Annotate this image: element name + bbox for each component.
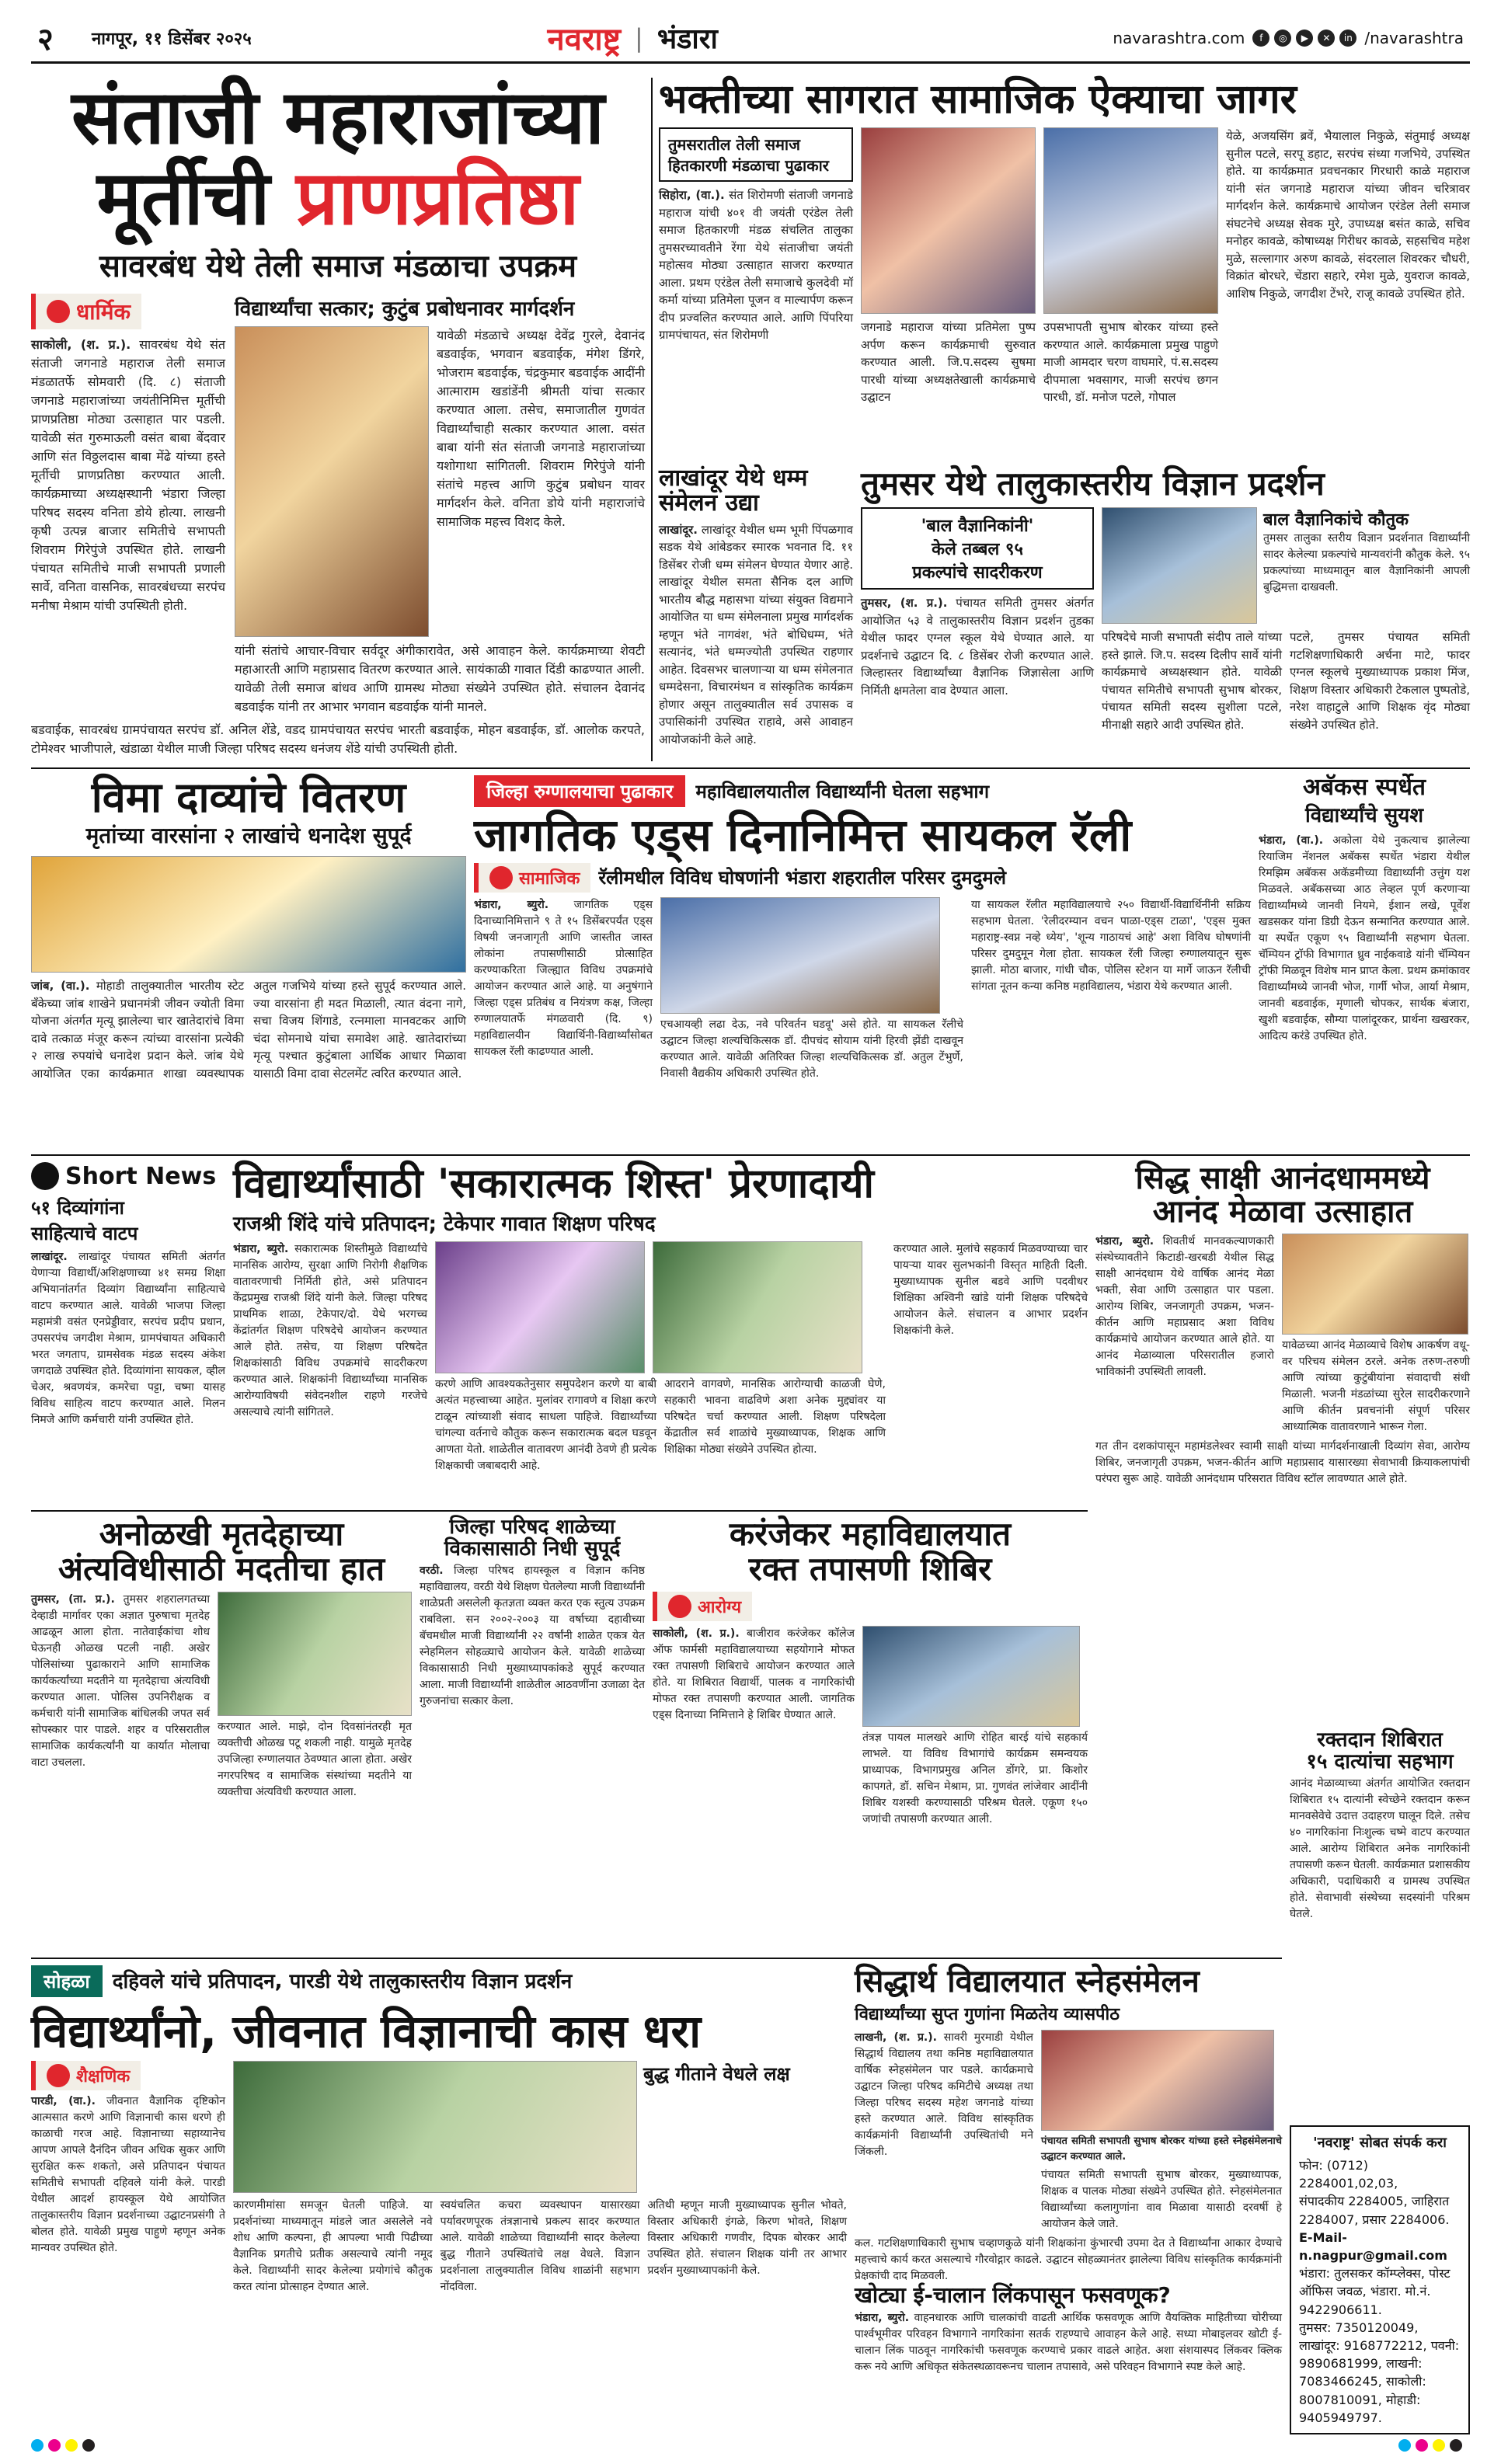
social-handle[interactable]: /navarashtra [1364, 28, 1464, 47]
short-body: लाखांदूर. लाखांदूर पंचायत समिती अंतर्गत येणाऱ्या विद्यार्थी/अशिक्षणाच्या ४१ समग्र शिक्षा अभियानांतर्गत दिव्यांग विद्यार्थ्यांना साहित्याचे वाटप करण्यात आले. यावेळी भाजपा जिल्हा महामंत्री वसंत एनप्रेड्डीवार, सरपंच प्रदीप प्रधान, उपसरपंच जगदीश मेश्राम, ग्रामपंचायत अधिकारी भरत जगताप, ग्रामसेवक मंडळ सदस्य अंकेश जगदाळे उपस्थित होते. दिव्यांगांना सायकल, व्हील चेअर, श्रवणयंत्र, कमरेचा पट्टा, चष्मा यासह विविध साहित्य वाटप करण्यात आले. मिलन निमजे आणि कर्मचारी यांनी उपस्थित होते. [31, 1251, 225, 1426]
headline: जिल्हा परिषद शाळेच्या [449, 1516, 615, 1539]
headline: विद्यार्थ्यांनो, जीवनात विज्ञानाची कास धरा [31, 2005, 702, 2058]
article-body-2: करणे आणि आवश्यकतेनुसार समुपदेशन करणे या बाबी अत्यंत महत्त्वाच्या आहेत. मुलांवर रागावणे व शिक्षा करणे टाळून त्यांच्याशी संवाद साधला पाहिजे. विद्यार्थ्यांच्या चांगल्या वर्तनाचे कौतुक करून सकारात्मक बदल घडवून आणता येतो. शाळेतील वातावरण आनंदी ठेवणे ही प्रत्येक शिक्षकाची जबाबदारी आहे. [435, 1378, 656, 1473]
row-rule [31, 1154, 1470, 1156]
photo-jayanti-2 [1043, 127, 1218, 314]
subheadline: सावरबंध येथे तेली समाज मंडळाचा उपक्रम [99, 249, 577, 285]
linkedin-icon[interactable]: in [1339, 30, 1356, 47]
headline: सिद्ध साक्षी आनंदधाममध्ये [1135, 1161, 1430, 1196]
article-body: भंडारा, (वा.). अकोला येथे नुकत्याच झालेल्या रियाजिम नॅशनल अबॅकस स्पर्धेत भंडारा येथील रिमझिम अबॅकस अकॅडमीच्या विद्यार्थ्यांनी उत्तुंग यश मिळवले. अबॅकसच्या आठ लेव्हल पूर्ण करणाऱ्या विद्यार्थ्यांमध्ये जानवी नियमे, ईशान लखे, पूर्वेश खडसकर यांना डिग्री देऊन सन्मानित करण्यात आले. या स्पर्धेत एकूण ९५ विद्यार्थ्यांनी सहभाग घेतला. चॅम्पियन ट्रॉफी विभागात ध्रुव नाईकवाडे यांनी चॅम्पियन ट्रॉफी मिळवून विशेष मान प्राप्त केला. प्रथम क्रमांकावर विद्यार्थ्यांमध्ये जानवी भोज, गार्गी भोज, आर्या मेश्राम, जानवी बडवाईक, मृणाली चोपकर, सार्थक बंजारा, खुशी बडवाईक, सौम्या पालांदूरकर, प्रार्थना खखरकर, आदित्य करंडे उपस्थित होते. [1259, 834, 1470, 1043]
kicker: बुद्ध गीताने वेधले लक्ष [643, 2062, 790, 2085]
cmyk-marks-right [1398, 2439, 1462, 2452]
subheadline: राजश्री शिंदे यांचे प्रतिपादन; टेकेपार गावात शिक्षण परिषद [233, 1213, 656, 1237]
subheadline: विद्यार्थ्यांच्या सुप्त गुणांना मिळतेय व्यासपीठ [855, 2005, 1120, 2025]
facebook-icon[interactable]: f [1252, 30, 1269, 47]
category-tag: आरोग्य [653, 1592, 752, 1621]
article-body: तुमसर, (श. प्र.). पंचायत समिती तुमसर अंतर्गत आयोजित ५३ वे तालुकास्तरीय विज्ञान प्रदर्शन तुडका येथील फादर एग्नल स्कूल येथे घेण्यात आले. या प्रदर्शनाचे उद्घाटन दि. ८ डिसेंबर रोजी करण्यात आले. जिल्हास्तर विद्यार्थ्यांच्या वैज्ञानिक जिज्ञासेला आणि निर्मिती क्षमतेला वाव देण्यात आला. [861, 596, 1094, 698]
banner-tag: सोहळा [31, 1965, 103, 1997]
article-anand-mela [1095, 1162, 1470, 1721]
kicker: विद्यार्थ्यांचा सत्कार; कुटुंब प्रबोधनावर मार्गदर्शन [235, 298, 575, 322]
headline: भक्तीच्या सागरात सामाजिक ऐक्याचा जागर [659, 76, 1297, 123]
headline: सिद्धार्थ विद्यालयात स्नेहसंमेलन [855, 1964, 1200, 1999]
article-body: भंडारा, ब्युरो. शिवतीर्थ मानवकल्याणकारी संस्थेच्यावतीने किटाडी-खरबडी येथील सिद्ध साक्षी आनंदधाम येथे वार्षिक आनंद मेळा भक्ती, सेवा आणि उत्साहात पार पडला. आरोग्य शिबिर, जनजागृती उपक्रम, भजन-कीर्तन आणि महाप्रसाद अशा विविध कार्यक्रमांचे आयोजन करण्यात आले होते. या आनंद मेळाव्याला परिसरातील हजारो भाविकांनी उपस्थिती लावली. [1095, 1235, 1274, 1379]
category-tag: शैक्षणिक [31, 2061, 141, 2090]
headline-highlight: प्राणप्रतिष्ठा [295, 154, 580, 242]
headline: अबॅकस स्पर्धेत [1302, 774, 1426, 801]
article-body-4: अतिथी म्हणून माजी मुख्याध्यापक सुनील भोवते, विस्तार अधिकारी इंगळे, किरण भोवते, शिक्षण विस्तार अधिकारी गणवीर, दिपक बोरकर आदी उपस्थित होते. संचालन शिक्षक यांनी तर आभार प्रदर्शन मुख्याध्यापकांनी केले. [647, 2198, 848, 2277]
headline: लाखांदूर येथे धम्म संमेलन उद्या [659, 465, 808, 517]
instagram-icon[interactable]: ◎ [1274, 30, 1291, 47]
news-icon [31, 1162, 59, 1190]
headline: खोट्या ई-चालान लिंकपासून फसवणूक? [855, 2282, 1171, 2308]
article-aids-rally [474, 811, 1251, 1148]
article-body-2: तंत्रज्ञ पायल मालखरे आणि रोहित बारई यांचे सहकार्य लाभले. या विविध विभागांचे कार्यक्रम समन्वयक प्राध्यापक, विभागप्रमुख अनिल डोंगरे, प्रा. किशोर कापगते, डॉ. सचिन मेश्राम, प्रा. गुणवंत लांजेवार आदींनी शिबिर यशस्वी करण्यासाठी परिश्रम घेतले. एकूण १५० जणांची तपासणी करण्यात आली. [862, 1731, 1088, 1825]
category-tag: धार्मिक [31, 294, 141, 329]
banner-text: दहिवले यांचे प्रतिपादन, पारडी येथे तालुकास्तरीय विज्ञान प्रदर्शन [112, 1970, 573, 1993]
article-science-expo [861, 466, 1470, 761]
headline-2: अंत्यविधीसाठी मदतीचा हात [57, 1550, 385, 1589]
caption-text: तुमसर तालुका स्तरीय विज्ञान प्रदर्शनात विद्यार्थ्यांनी सादर केलेल्या प्रकल्पांचे मान्यवरांनी कौतुक केले. ९५ प्रकल्पांच्या माध्यमातून बाल वैज्ञानिकांनी आपली बुद्धिमत्ता दाखवली. [1263, 532, 1470, 594]
section-name: भंडारा [656, 23, 718, 55]
article-body-3: पटले, तुमसर पंचायत समिती गटशिक्षणाधिकारी अर्चना माटे, फादर एग्नल स्कूलचे मुख्याध्यापक प्रकाश मिंज, शिक्षण विस्तार अधिकारी टेकलाल पुष्पतोडे, नरेश वाहाटुले आणि शिक्षक वृंद मोठ्या संख्येने उपस्थित होते. [1290, 630, 1470, 732]
headline-2: विकासासाठी निधी सुपूर्द [444, 1537, 621, 1561]
article-body-3: उपसभापती सुभाष बोरकर यांच्या हस्ते करण्यात आले. कार्यक्रमाला प्रमुख पाहुणे माजी आमदार चरण वाघमारे, पं.स.सदस्य दीपमाला भवसागर, माजी सरपंच छगन पारधी, डॉ. मनोज पटले, गोपाल [1043, 320, 1218, 405]
kicker: तुमसरातील तेली समाज हितकारणी मंडळाचा पुढाकार [659, 127, 853, 182]
article-body-2: परिषदेचे माजी सभापती संदीप ताले यांच्या हस्ते झाले. जि.प. सदस्य दिलीप सार्वे यांनी कार्यक्रमाचे अध्यक्षस्थान होते. यावेळी पंचायत समितीचे सभापती सुभाष बोरकर, पंचायत समिती सदस्य सुशीला पटले, मीनाक्षी सहारे आदी उपस्थित होते. [1102, 630, 1282, 732]
article-abacus [1259, 775, 1470, 1148]
headline: विद्यार्थ्यांसाठी 'सकारात्मक शिस्त' प्रेरणादायी [233, 1161, 875, 1207]
contact-title: 'नवराष्ट्र' सोबत संपर्क करा [1313, 2135, 1447, 2151]
subheadline: मृतांच्या वारसांना २ लाखांचे धनादेश सुपूर्द [85, 823, 412, 849]
headline: संताजी महाराजांच्या [71, 74, 605, 161]
health-icon [668, 1595, 691, 1618]
magenta-dot [48, 2439, 61, 2452]
article-unknown-body [31, 1516, 412, 1951]
contact-address: भंडारा: तुलसकर कॉम्प्लेक्स, पोस्ट ऑफिस जवळ, भंडारा. मो.नं. 9422906611. [1299, 2266, 1451, 2317]
article-dhamma [659, 466, 853, 761]
yellow-dot [1433, 2439, 1445, 2452]
contact-phone: फोन: (0712) 2284001,02,03, [1299, 2158, 1398, 2191]
photo-mela [1282, 1234, 1468, 1335]
short-news [31, 1162, 225, 1504]
headline-2: आनंद मेळावा उत्साहात [1152, 1194, 1413, 1230]
category-tag: सामाजिक [474, 863, 590, 893]
article-body: साकोली, (श. प्र.). सावरबंध येथे संत संताजी जगनाडे महाराज तेली समाज मंडळातर्फे सोमवारी (दि. ८) संताजी जगनाडे महाराजांच्या जयंतीनिमित्त मूर्तीची प्राणप्रतिष्ठा मोठ्या उत्साहात पार पडली. यावेळी संत गुरुमाऊली वसंत बाबा बेंदवार आणि संत विठ्ठलदास बाबा मेंढे यांच्या हस्ते मूर्तीची प्राणप्रतिष्ठा करण्यात आली. कार्यक्रमाच्या अध्यक्षस्थानी भंडारा जिल्हा परिषद सदस्य वनिता डोये होत्या. लाखनी कृषी उत्पन्न बाजार समितीचे सभापती शिवराम गिरेपुंजे उपस्थित होते. लाखनी पंचायत समितीचे माजी सभापती प्रणाली सार्वे, वनिता वासनिक, सावरबंधच्या सरपंच मनीषा मेश्राम यांची उपस्थिती होती. [31, 337, 225, 614]
article-body-2: कारणमीमांसा समजून घेतली पाहिजे. या प्रदर्शनांच्या माध्यमातून मांडले जात असलेले नवे शोध आणि कल्पना, ही आपल्या भावी पिढीच्या वैज्ञानिक प्रगतीचे प्रतीक असल्याचे त्यांनी नमूद केले. विद्यार्थ्यांनी सादर केलेल्या प्रयोगांचे कौतुक करत त्यांना प्रोत्साहन देण्यात आले. [233, 2198, 433, 2293]
social-icons [1252, 30, 1356, 47]
page-number: २ [37, 22, 54, 57]
article-echallan [855, 2284, 1282, 2427]
yellow-dot [65, 2439, 78, 2452]
article-body-2: जगनाडे महाराज यांच्या प्रतिमेला पुष्प अर्पण करून कार्यक्रमाची सुरुवात करण्यात आली. जि.प.सदस्य सुषमा पारधी यांच्या अध्यक्षतेखाली कार्यक्रमाचे उद्घाटन [861, 320, 1036, 405]
headline-2: रक्त तपासणी शिबिर [748, 1550, 992, 1589]
headline: जागतिक एड्स दिनानिमित्त सायकल रॅली [474, 809, 1132, 861]
column-rule [651, 78, 653, 761]
article-blood-test [653, 1516, 1088, 1951]
article-body: पारडी, (वा.). जीवनात वैज्ञानिक दृष्टिकोन आत्मसात करणे आणि विज्ञानाची कास धरणे ही काळाची गरज आहे. विज्ञानाच्या सहाय्यानेच आपण आपले दैनंदिन जीवन अधिक सुकर आणि सुरक्षित करू शकतो, असे प्रतिपादन पंचायत समितीचे सभापती दहिवले यांनी केले. पारडी येथील आदर्श हायस्कूल येथे आयोजित तालुकास्तरीय विज्ञान प्रदर्शनाच्या उद्घाटनप्रसंगी ते बोलत होते. यावेळी प्रमुख पाहुणे म्हणून अनेक मान्यवर उपस्थित होते. [31, 2094, 225, 2254]
article-blood-donation [1290, 1729, 1470, 2118]
headline: विमा दाव्यांचे वितरण [91, 773, 406, 822]
photo-rally [660, 897, 940, 1014]
article-body-3: यावेळच्या आनंद मेळाव्याचे विशेष आकर्षण वधू-वर परिचय संमेलन ठरले. अनेक तरुण-तरुणी आणि त्यांच्या कुटुंबीयांना संवादाची संधी मिळाली. भजनी मंडळांच्या सुरेल सादरीकरणाने आणि कीर्तन प्रवचनांनी संपूर्ण परिसर आध्यात्मिक वातावरणाने भारून गेला. [1282, 1339, 1470, 1434]
cyan-dot [1398, 2439, 1411, 2452]
caption-title: बाल वैज्ञानिकांचे कौतुक [1263, 510, 1409, 531]
article-body: वरठी. जिल्हा परिषद हायस्कूल व विज्ञान कनिष्ठ महाविद्यालय, वरठी येथे शिक्षण घेतलेल्या माजी विद्यार्थ्यांनी शाळेप्रती असलेली कृतज्ञता व्यक्त करत एक स्तुत्य उपक्रम राबविला. सन २००२-२००३ या वर्षाच्या दहावीच्या बॅचमधील माजी विद्यार्थ्यांनी २२ वर्षांनी शाळेत एकत्र येत स्नेहमिलन सोहळ्याचे आयोजन केले. यावेळी शाळेच्या विकासासाठी निधी मुख्याध्यापकांकडे सुपूर्द करण्यात आला. माजी विद्यार्थ्यांनी शाळेतील आठवणींना उजाळा देत गुरुजनांचा सत्कार केला. [420, 1564, 645, 1708]
photo-blood-camp [862, 1626, 1080, 1727]
headline: रक्तदान शिबिरात [1317, 1728, 1443, 1752]
article-body: लाखनी, (श. प्र.). सावरी मुरमाडी येथील सिद्धार्थ विद्यालय तथा कनिष्ठ महाविद्यालयात वार्षिक स्नेहसंमेलन पार पडले. कार्यक्रमाचे उद्घाटन जिल्हा परिषद कमिटीचे अध्यक्ष तथा जिल्हा परिषद सदस्य महेश जगनाडे यांच्या हस्ते करण्यात आले. विविध सांस्कृतिक कार्यक्रमांनी विद्यार्थ्यांनी उपस्थितांची मने जिंकली. [855, 2031, 1033, 2159]
article-body-2: यावेळी मंडळाचे अध्यक्ष देवेंद्र गुरले, देवानंद बडवाईक, भगवान बडवाईक, मंगेश डिंगरे, भोजराम बडवाईक, चंद्रकुमार बडवाईक आदींनी आत्माराम खडांडेंनी श्रीमती यांचा सत्कार करण्यात आला. तसेच, समाजातील गुणवंत विद्यार्थ्यांचाही सत्कार करण्यात आला. वसंत बाबा यांनी संत संताजी जगनाडे महाराजांच्या यशोगाथा सांगितली. शिवराम गिरेपुंजे यांनी संतांचे महत्त्व आणि कुटुंब प्रबोधन यावर मार्गदर्शन केले. वनिता डोये यांनी महाराजांचे सामाजिक महत्त्व विशद केले. [437, 328, 645, 530]
article-body-3: आदराने वागवणे, मानसिक आरोग्याची काळजी घेणे, सहकारी भावना वाढविणे अशा अनेक मुद्द्यांवर या परिषदेत चर्चा करण्यात आली. शिक्षण परिषदेला केंद्रातील सर्व शाळांचे मुख्याध्यापक, शिक्षक आणि शिक्षिका मोठ्या संख्येने उपस्थित होत्या. [664, 1378, 886, 1456]
site-link[interactable]: navarashtra.com [1113, 28, 1245, 47]
headline-2: १५ दात्यांचा सहभाग [1306, 1750, 1454, 1774]
article-body: भंडारा, ब्युरो. जागतिक एड्स दिनाच्यानिमित्ताने ९ ते १५ डिसेंबरपर्यंत एड्स विषयी जनजागृती आणि जास्तीत जास्त लोकांना तपासणीसाठी प्रोत्साहित करण्याकरिता जिल्ह्यात विविध उपक्रमांचे आयोजन करण्यात आले आहे. या अनुषंगाने जिल्हा एड्स प्रतिबंध व नियंत्रण कक्ष, जिल्हा रुग्णालयातर्फे मंगळवारी (दि. ९) महाविद्यालयीन विद्यार्थिनी-विद्यार्थ्यांसोबत सायकल रॅली काढण्यात आली. [474, 898, 653, 1058]
article-body-2: या सायकल रॅलीत महाविद्यालयाचे २५० विद्यार्थी-विद्यार्थिनींनी सक्रिय सहभाग घेतला. 'रेलीदरम्यान वचन पाळा-एड्स टाळा', 'एड्स मुक्त महाराष्ट्र-स्वप्न नव्हे ध्येय', 'शून्य गाठायचं आहे' अशा विविध घोषणांनी परिसर दुमदुमून गेला होता. सायकल रॅली जिल्हा रुग्णालयातून सुरू झाली. मोठा बाजार, गांधी चौक, पोलिस स्टेशन या मार्गे जाऊन रॅलीची सांगता नूतन कन्या कनिष्ठ महाविद्यालय, भंडारा येथे करण्यात आली. [971, 898, 1251, 993]
black-dot [1450, 2439, 1462, 2452]
article-science-path [31, 2007, 847, 2427]
row-rule [31, 767, 1470, 769]
article-body: भंडारा, ब्युरो. सकारात्मक शिस्तीमुळे विद्यार्थ्यांचे मानसिक आरोग्य, सुरक्षा आणि निरोगी शैक्षणिक वातावरणाची निर्मिती होते, असे प्रतिपादन केंद्रप्रमुख राजश्री शिंदे यांनी केले. जिल्हा परिषद प्राथमिक शाळा, टेकेपार/दो. येथे भरगच्च केंद्रांतर्गत शिक्षण परिषदेचे आयोजन करण्यात आले होते. तसेच, या शिक्षण परिषदेत शिक्षकांसाठी विविध उपक्रमांचे सादरीकरण करण्यात आले. शिक्षकांनी विद्यार्थ्यांच्या मानसिक आरोग्याविषयी संवेदनशील राहणे गरजेचे असल्याचे त्यांनी सांगितले. [233, 1243, 427, 1419]
contact-box [1290, 2125, 1470, 2427]
short-news-heading: Short News [31, 1162, 225, 1190]
article-body-3: यांनी संतांचे आचार-विचार सर्वदूर अंगीकारावेत, असे आवाहन केले. कार्यक्रमाच्या शेवटी महाआरती आणि महाप्रसाद वितरण करण्यात आले. सायंकाळी गावात दिंडी काढण्यात आली. यावेळी तेली समाज बांधव आणि ग्रामस्थ मोठ्या संख्येने उपस्थित होते. संचालन देवानंद बडवाईक यांनी तर आभार भगवान बडवाईक यांनी मानले. [235, 643, 645, 715]
subheadline: विद्यार्थ्यांचे सुयश [1304, 804, 1424, 828]
article-body: भंडारा, ब्युरो. वाहनधारक आणि चालकांची वाढती आर्थिक फसवणूक आणि वैयक्तिक माहितीच्या चोरीच्या पार्श्वभूमीवर परिवहन विभागाने नागरिकांना सतर्क राहण्याचे आवाहन केले आहे. सध्या मोबाइलवर खोटी ई-चालान लिंक पाठवून नागरिकांची फसवणूक करण्याचे प्रकार वाढले आहेत. अशा संशयास्पद लिंकवर क्लिक करू नये आणि अधिकृत संकेतस्थळावरूनच चालान तपासावे, असे परिवहन विभागाने स्पष्ट केले आहे. [855, 2312, 1283, 2374]
short-title-2: साहित्याचे वाटप [31, 1223, 138, 1244]
article-body: तुमसर, (ता. प्र.). तुमसर शहरालगतच्या देव्हाडी मार्गावर एका अज्ञात पुरुषाचा मृतदेह आढळून आला होता. नातेवाईकांचा शोध घेऊनही ओळख पटली नाही. अखेर पोलिसांच्या पुढाकाराने आणि सामाजिक कार्यकर्त्यांच्या मदतीने या मृतदेहाचा अंत्यविधी करण्यात आला. पोलिस उपनिरीक्षक व कर्मचारी यांनी सामाजिक बांधिलकी जपत सर्व सोपस्कार पार पाडले. शहर व परिसरातील सामाजिक कार्यकर्त्यांनी या कार्यात मोलाचा वाटा उचलला. [31, 1592, 210, 1769]
article-body: जांब, (वा.). मोहाडी तालुक्यातील भारतीय स्टेट बँकेच्या जांब शाखेने प्रधानमंत्री जीवन ज्योती विमा योजना अंतर्गत मृत्यू झालेल्या चार खातेदारांचे विमा दावे तत्काळ मंजूर करून त्यांच्या वारसांना प्रत्येकी २ लाख रुपयांचे धनादेश प्रदान केले. जांब येथे आयोजित एका कार्यक्रमात शाखा व्यवस्थापक अतुल गजभिये यांच्या हस्ते सुपूर्द करण्यात आले. ज्या वारसांना ही मदत मिळाली, त्यात वंदना नागे, सचा विजय शिंगाडे, रत्नमाला मानवटकर आणि चंदा सोमनाथे यांचा समावेश आहे. खातेदारांच्या मृत्यू पश्चात कुटुंबाला आर्थिक आधार मिळावा यासाठी विमा दावा सेटलमेंट त्वरित करण्यात आले. [31, 979, 466, 1081]
article-body-3: एचआयव्ही लढा देऊ, नवे परिवर्तन घडवू' असे होते. या सायकल रॅलीचे उद्घाटन जिल्हा शल्यचिकित्सक डॉ. दीपचंद सोयाम यांनी हिरवी झेंडी दाखवून करण्यात आले. यावेळी अतिरिक्त जिल्हा शल्यचिकित्सक डॉ. अतुल टेंभुर्णे, निवासी वैद्यकीय अधिकारी उपस्थित होते. [660, 1018, 963, 1080]
article-body: आनंद मेळाव्याच्या अंतर्गत आयोजित रक्तदान शिबिरात १५ दात्यांनी स्वेच्छेने रक्तदान करून मानवसेवेचे उदात्त उदाहरण घालून दिले. तसेच ४० नागरिकांना निःशुल्क चष्मे वाटप करण्यात आले. आरोग्य शिबिरात अनेक नागरिकांनी तपासणी करून घेतली. कार्यक्रमात प्रशासकीय अधिकारी, पदाधिकारी व ग्रामस्थ उपस्थित होते. सेवाभावी संस्थेच्या सदस्यांनी परिश्रम घेतले. [1290, 1777, 1470, 1921]
headline: करंजेकर महाविद्यालयात [729, 1515, 1012, 1553]
article-insurance [31, 775, 466, 1148]
contact-panel [1290, 2125, 1470, 2434]
banner-tag: जिल्हा रुग्णालयाचा पुढाकार [474, 775, 685, 807]
article-body-2: करण्यात आले. माझे, दोन दिवसांनंतरही मृत व्यक्तीची ओळख पटू शकली नाही. यामुळे मृतदेह उपजिल्हा रुग्णालयात ठेवण्यात आला होता. अखेर नगरपरिषद व सामाजिक संस्थांच्या मदतीने या व्यक्तीचा अंत्यविधी करण्यात आला. [218, 1720, 412, 1798]
row-rule [31, 1510, 1088, 1512]
photo-gathering [1041, 2030, 1274, 2131]
article-school-fund [420, 1516, 645, 1951]
contact-numbers: तुमसर: 7350120049, लाखांदूर: 9168772212, पवनी: 9890681999, लाखनी: 7083466245, साकोली: 8007810091, मोहाडी: 9405949797. [1299, 2320, 1460, 2425]
banner-text: महाविद्यालयातील विद्यार्थ्यांनी घेतला सहभाग [695, 781, 990, 802]
photo-jayanti-1 [861, 127, 1036, 314]
page-header [31, 14, 1470, 64]
black-dot [82, 2439, 95, 2452]
headline: अनोळखी मृतदेहाच्या [99, 1515, 344, 1553]
magenta-dot [1416, 2439, 1428, 2452]
contact-email[interactable]: E-Mail-n.nagpur@gmail.com [1299, 2229, 1447, 2264]
social-icon [489, 866, 513, 889]
article-body-3: कल. गटशिक्षणाधिकारी सुभाष चव्हाणकुळे यांनी शिक्षकांना कुंभारची उपमा देत ते विद्यार्थ्यांना आकार देण्याचे महत्त्वाचे कार्य करत असल्याचे गौरवोद्गार काढले. उद्घाटन सोहळ्यानंतर झालेल्या विविध सांस्कृतिक कार्यक्रमांनी प्रेक्षकांची दाद मिळवली. [855, 2237, 1282, 2283]
namaste-icon [47, 300, 70, 323]
article-body-2: गत तीन दशकांपासून महामंडलेश्वर स्वामी साक्षी यांच्या मार्गदर्शनाखाली दिव्यांग सेवा, आरोग्य शिबिर, जनजागृती उपक्रम, भजन-कीर्तन आणि महाप्रसाद यासारख्या सेवाभावी क्रियाकलापांची परंपरा सुरू आहे. यावेळी आनंदधाम परिसरात विविध स्टॉल लावण्यात आले होते. [1095, 1440, 1470, 1486]
article-annual-gathering [855, 1964, 1282, 2283]
header-divider: | [635, 23, 643, 53]
headline-part: मूर्तीची [96, 154, 270, 242]
photo-science-students [233, 2061, 637, 2193]
contact-departments: संपादकीय 2284005, जाहिरात 2284007, प्रसार 2284006. [1299, 2194, 1450, 2227]
highlight-box: 'बाल वैज्ञानिकांनी' केले तब्बल ९५ प्रकल्पांचे सादरीकरण [861, 507, 1094, 590]
cyan-dot [31, 2439, 44, 2452]
photo-cheque-handover [31, 856, 466, 973]
row-rule [31, 1958, 1282, 1959]
masthead-logo[interactable]: नवराष्ट्र [547, 22, 622, 57]
photo-funeral [218, 1592, 412, 1716]
article-positive-discipline [233, 1162, 1088, 1504]
banner-aids [474, 775, 1251, 806]
photo-caption: पंचायत समिती सभापती सुभाष बोरकर यांच्या हस्ते स्नेहसंमेलनाचे उद्घाटन करण्यात आले. [1041, 2135, 1282, 2163]
issue-date: नागपूर, ११ डिसेंबर २०२५ [92, 29, 252, 49]
photo-students-science [1102, 507, 1257, 624]
article-body: लाखांदूर. लाखांदूर येथील धम्म भूमी पिंपळगाव सडक येथे आंबेडकर स्मारक भवनात दि. ११ डिसेंबर रोजी धम्म संमेलन घेण्यात येणार आहे. लाखांदूर येथील समता सैनिक दल आणि भारतीय बौद्ध महासभा यांच्या संयुक्त विद्यमाने आयोजित या धम्म संमेलनाला प्रमुख मार्गदर्शक म्हणून भंते नागवंश, भंते बोधिधम्म, भंते सत्यानंद, भंते धम्मज्योती उपस्थित राहणार आहेत. दिवसभर चालणाऱ्या या धम्म संमेलनात धम्मदेसना, विचारमंथन व सांस्कृतिक कार्यक्रम होणार असून तालुक्यातील सर्व उपासक व उपासिकांनी उपस्थित राहावे, असे आवाहन आयोजकांनी केले आहे. [659, 522, 853, 747]
x-icon[interactable]: ✕ [1318, 30, 1335, 47]
article-santaji [31, 74, 645, 761]
article-body: साकोली, (श. प्र.). बाजीराव करंजेकर कॉलेज ऑफ फार्मसी महाविद्यालयाच्या सहयोगाने मोफत रक्त तपासणी शिबिराचे आयोजन करण्यात आले होते. या शिबिरात विद्यार्थी, पालक व नागरिकांची मोफत रक्त तपासणी करण्यात आली. जागतिक एड्स दिनाच्या निमित्ताने हे शिबिर घेण्यात आले. [653, 1627, 855, 1721]
article-body-4: करण्यात आले. मुलांचे सहकार्य मिळवण्याच्या चार पायऱ्या यावर सुलभकांनी विस्तृत माहिती दिली. मुख्याध्यापक सुनील बडवे आणि पदवीधर शिक्षिका अश्विनी खांडे यांनी शिक्षक परिषदेचे आयोजन केले. संचालन व आभार प्रदर्शन शिक्षकांनी केले. [893, 1243, 1088, 1338]
article-body-3: स्वयंचलित कचरा व्यवस्थापन यासारख्या पर्यावरणपूरक तंत्रज्ञानाचे प्रकल्प सादर करण्यात आले. यावेळी शाळेच्या विद्यार्थ्यांनी सादर केलेल्या बुद्ध गीताने उपस्थितांचे लक्ष वेधले. विज्ञान प्रदर्शनाला तालुक्यातील विविध शाळांनी सहभाग नोंदविला. [440, 2198, 640, 2293]
cmyk-marks-left [31, 2439, 95, 2452]
banner-sohala [31, 1965, 847, 2003]
article-body-4: बडवाईक, सावरबंध ग्रामपंचायत सरपंच डॉ. अनिल शेंडे, वडद ग्रामपंचायत सरपंच भारती बडवाईक, मोहन बडवाईक, डॉ. आलोक करपते, टोमेश्वर भाजीपाले, खंडाळा येथील माजी जिल्हा परिषद सदस्य धनंजय शेंडे यांची उपस्थिती होती. [31, 722, 645, 757]
youtube-icon[interactable]: ▶ [1296, 30, 1313, 47]
photo-parishad-1 [435, 1241, 645, 1373]
headline: तुमसर येथे तालुकास्तरीय विज्ञान प्रदर्शन [861, 465, 1325, 503]
subheadline: रॅलीमधील विविध घोषणांनी भंडारा शहरातील परिसर दुमदुमले [598, 867, 1007, 889]
article-body: सिहोरा, (वा.). संत शिरोमणी संताजी जगनाडे महाराज यांची ४०१ वी जयंती एरंडेल तेली समाज हितकारणी मंडळ संचलित तालुका तुमसरच्यावतीने रेंगा येथे संताजीचा जयंती महोत्सव मोठ्या उत्साहात साजरा करण्यात आला. प्रथम एरंडेल तेली समाजाचे कुलदेवी मॉ कर्मा यांच्या प्रतिमेला पूजन व माल्यार्पण करून दीप प्रज्वलित करण्यात आले. आणि पिंपरिया ग्रामपंचायत, संत शिरोमणी [659, 188, 853, 343]
article-body-4: येळे, अजयसिंग ब्रवें, भैयालाल निकुळे, संतुमाई अध्यक्ष सुनील पटले, सरपू डहाट, सरपंच संध्या गजभिये, उपस्थित होते. या कार्यक्रमात प्रवचनकार गिरधारी काळे महाराज यांनी संत जगनाडे महाराज यांच्या जीवन चरित्रावर मार्गदर्शन केले. कार्यक्रमाचे आयोजन एरंडेल तेली समाज संघटनेचे अध्यक्ष सेवक मुरे, उपाध्यक्ष बसंत काळे, सचिव मनोहर कावळे, कोषाध्यक्ष गिरीधर कावळे, सहसचिव महेश मुळे, सल्लागार अरुण कावळे, संदरलाल शिवरकर चौधरी, विक्रांत बोरधरे, चेंडारा सहारे, रमेश मुळे, युवराज कावळे, आशिष निकुळे, जगदीश टेंभरे, राजू कावळे उपस्थित होते. [1226, 129, 1470, 301]
photo-santaji-idol [235, 326, 429, 637]
short-title: ५१ दिव्यांगांना [31, 1197, 124, 1219]
article-bhakti [659, 78, 1470, 458]
photo-parishad-2 [653, 1241, 862, 1373]
education-icon [47, 2064, 70, 2087]
article-body-2: पंचायत समिती सभापती सुभाष बोरकर, मुख्याध्यापक, शिक्षक व पालक मोठ्या संख्येने उपस्थित होते. स्नेहसंमेलनात विद्यार्थ्यांच्या कलागुणांना वाव मिळावा यासाठी दरवर्षी हे आयोजन केले जाते. [1041, 2169, 1282, 2231]
